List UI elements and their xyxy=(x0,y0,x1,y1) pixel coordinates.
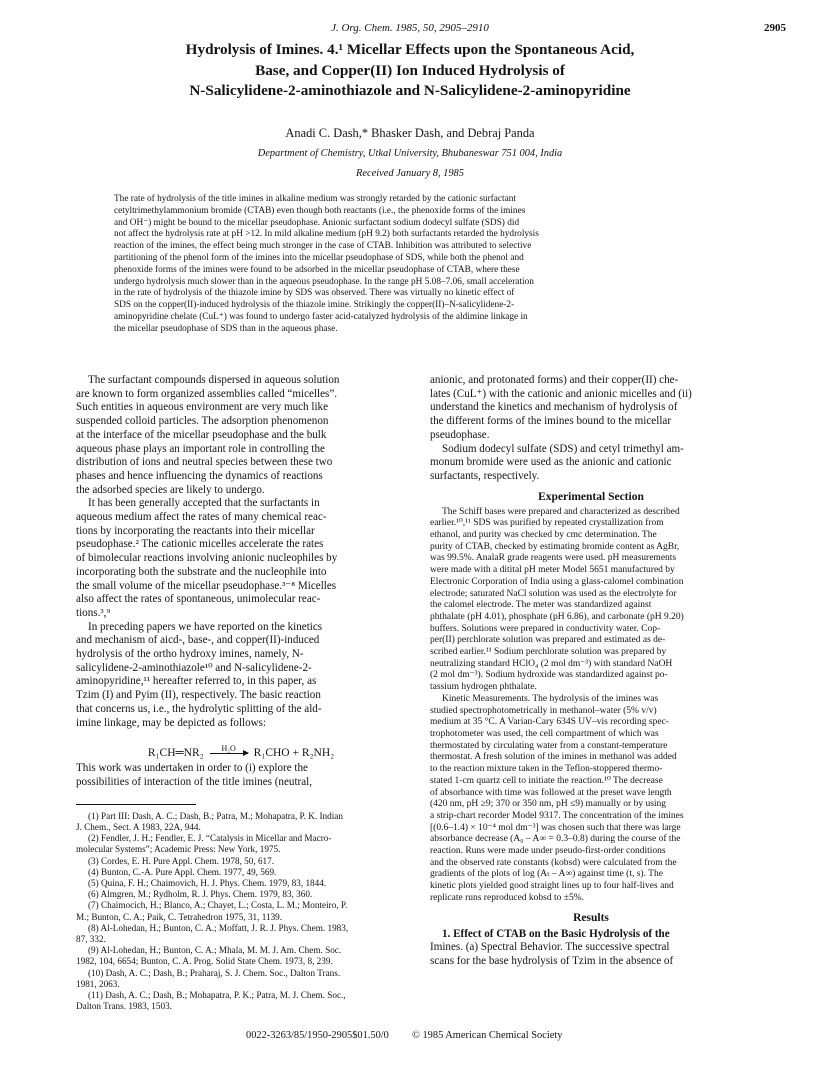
body-line: the adsorbed species are likely to undergo. xyxy=(76,483,265,496)
page-number: 2905 xyxy=(764,22,786,34)
footnote-line: (10) Dash, A. C.; Dash, B.; Praharaj, S. J. Chem. Soc., Dalton Trans. xyxy=(88,967,341,978)
experimental-text xyxy=(430,507,752,905)
footnote-line: (4) Bunton, C.-A. Pure Appl. Chem. 1977, 49, 569. xyxy=(88,866,277,877)
body-line: purity of CTAB, checked by estimating bromide content as AgBr, xyxy=(430,541,680,552)
body-line: are known to form organized assemblies called “micelles”. xyxy=(76,387,338,400)
body-line: the calomel electrode. The meter was standardized against xyxy=(430,600,652,611)
body-line: In preceding papers we have reported on the kinetics xyxy=(88,620,323,633)
footnote-line: (7) Chaimocich, H.; Blanco, A.; Chayet, L.; Costa, L. M.; Monteiro, P. xyxy=(88,900,348,911)
body-line: that concerns us, i.e., the hydrolytic splitting of the ald- xyxy=(76,702,322,715)
footnote-line: (9) Al-Lohedan, H.; Bunton, C. A.; Mhala, M. M. J. Am. Chem. Soc. xyxy=(88,945,342,956)
body-line: thermostat. A fresh solution of the imines in methanol was added xyxy=(430,752,677,763)
abstract-line: The rate of hydrolysis of the title imines in alkaline medium was strongly retarded by the cationic surfactant xyxy=(114,194,516,204)
body-line: ethanol, and purity was checked by cmc determination. The xyxy=(430,530,657,541)
body-line: was 99.5%. AnalaR grade reagents were used. pH measurements xyxy=(430,553,677,564)
body-line: scans for the base hydrolysis of Tzim in the absence of xyxy=(430,954,674,967)
body-line: and the observed rate constants (kobsd) were calculated from the xyxy=(430,857,677,868)
body-line: Tzim (I) and Pyim (II), respectively. The basic reaction xyxy=(76,689,321,702)
abstract xyxy=(114,194,724,336)
body-line: medium at 35 °C. A Varian-Cary 634S UV–vis recording spec- xyxy=(430,717,669,728)
footnote-line: 87, 332. xyxy=(76,933,106,944)
body-line: 1. Effect of CTAB on the Basic Hydrolysis of the xyxy=(442,927,670,940)
body-line: tions by incorporating the reactants into their micellar xyxy=(76,524,315,537)
author-list: Anadi C. Dash,* Bhasker Dash, and Debraj Panda xyxy=(285,126,535,140)
body-line: at the interface of the micellar pseudophase and the bulk xyxy=(76,428,327,441)
body-line: stated 1-cm quartz cell to initiate the reaction.¹⁰ The decrease xyxy=(430,775,663,786)
body-line: anionic, and protonated forms) and their copper(II) che- xyxy=(430,374,679,386)
body-line: and mechanism of aicd-, base-, and copper(II)-induced xyxy=(76,634,320,647)
body-line: thermostated by circulating water from a constant-temperature xyxy=(430,740,668,751)
footnote-line: 1981, 2063. xyxy=(76,978,120,989)
body-line: kinetic plots yielded good straight lines up to four half-lives and xyxy=(430,881,674,892)
footnote-line: (3) Cordes, E. H. Pure Appl. Chem. 1978, 50, 617. xyxy=(88,855,275,866)
footnote-line: Dalton Trans. 1983, 1503. xyxy=(76,1001,172,1012)
footnote-line: 1982, 104, 6654; Bunton, C. A. Prog. Solid State Chem. 1973, 8, 239. xyxy=(76,956,333,967)
body-line: a strip-chart recorder Model 9317. The concentration of the imines xyxy=(430,810,684,821)
footnote-line: (2) Fendler, J. H.; Fendler, E. J. “Catalysis in Micellar and Macro- xyxy=(88,833,332,844)
body-line: aminopyridine,¹¹ hereafter referred to, in this paper, as xyxy=(76,675,317,688)
footnote-line: (1) Part III: Dash, A. C.; Dash, B.; Patra, M.; Mohapatra, P. K. Indian xyxy=(88,810,343,821)
body-line: the small volume of the micellar pseudophase.³⁻⁸ Micelles xyxy=(76,579,337,592)
body-line: to the reaction mixture taken in the Teflon-stoppered thermo- xyxy=(430,764,663,775)
abstract-line: phenoxide forms of the imines were found to be adsorbed in the micellar pseudophase of CTAB, where these xyxy=(114,264,520,275)
body-line: tions.³,⁹ xyxy=(76,606,111,619)
body-line: trophotometer was used, the cell compartment of which was xyxy=(430,728,659,739)
body-line: scribed earlier.¹¹ Sodium perchlorate solution was prepared by xyxy=(430,647,667,658)
body-line: surfactants, respectively. xyxy=(430,469,540,482)
body-line: Kinetic Measurements. The hydrolysis of the imines was xyxy=(442,693,659,704)
body-line: It has been generally accepted that the surfactants in xyxy=(88,497,320,510)
affiliation: Department of Chemistry, Utkal University, Bhubaneswar 751 004, India xyxy=(257,148,563,159)
body-line: gradients of the plots of log (Aₜ – A∞) against time (t, s). The xyxy=(430,869,663,880)
body-line: distribution of ions and neutral species between these two xyxy=(76,456,333,469)
body-line: monum bromide were used as the anionic and cationic xyxy=(430,456,672,469)
equation-products: R₁CHO + R₂NH₂ xyxy=(253,747,335,760)
abstract-line: not affect the hydrolysis rate at pH >12. In mild alkaline medium (pH 9.2) both surfactants retarded the hydrolysis xyxy=(114,229,539,240)
introduction-text-right xyxy=(430,374,752,484)
body-line: the different forms of the imines bound to the micellar xyxy=(430,415,672,428)
abstract-line: cetyltrimethylammonium bromide (CTAB) even though both reactants (i.e., the phenoxide forms of the imines xyxy=(114,205,526,216)
body-line: imine linkage, may be depicted as follows: xyxy=(76,716,267,729)
left-column xyxy=(76,374,406,1012)
body-line: Sodium dodecyl sulfate (SDS) and cetyl trimethyl am- xyxy=(442,442,684,455)
footnote-line: M.; Bunton, C. A.; Paik, C. Tetrahedron 1975, 31, 1139. xyxy=(76,911,283,922)
title-line: Base, and Copper(II) Ion Induced Hydrolysis of xyxy=(255,61,565,79)
footnotes xyxy=(76,811,406,1013)
hydrolysis-equation xyxy=(76,735,406,759)
body-line: (420 nm, pH ≥9; 370 or 350 nm, pH ≤9) manually or by using xyxy=(430,799,667,810)
abstract-line: reaction of the imines, the effect being much stronger in the case of CTAB. Inhibition was attributed to selective xyxy=(114,241,532,252)
body-line: suspended colloid particles. The adsorption phenomenon xyxy=(76,415,329,428)
body-line: incorporating both the substrate and the nucleophile into xyxy=(76,565,327,578)
right-column xyxy=(430,374,752,969)
body-line: (2 mol dm⁻³). Sodium hydroxide was standardized against po- xyxy=(430,670,668,681)
equation-reactant: R₁CH═NR₂ xyxy=(147,747,204,760)
body-line: salicylidene-2-aminothiazole¹⁰ and N-salicylidene-2- xyxy=(76,661,312,674)
received-date: Received January 8, 1985 xyxy=(356,168,464,179)
body-line: understand the kinetics and mechanism of hydrolysis of xyxy=(430,401,678,414)
right-arrow-icon xyxy=(210,753,248,754)
footnote-line: (11) Dash, A. C.; Dash, B.; Mohapatra, P. K.; Patra, M. J. Chem. Soc., xyxy=(88,989,346,1000)
results-section-heading: Results xyxy=(573,911,609,924)
publication-code: 0022-3263/85/1950-2905$01.50/0 xyxy=(246,1030,389,1041)
body-line: electrode; saturated NaCl solution was used as the electrolyte for xyxy=(430,588,677,599)
body-line: phases and hence influencing the dynamics of reactions xyxy=(76,469,323,482)
body-line: neutralizing standard HClO₄ (2 mol dm⁻³) with standard NaOH xyxy=(430,658,673,669)
body-line: Electronic Corporation of India using a glass-calomel combination xyxy=(430,576,684,587)
body-line: Such entities in aqueous environment are very much like xyxy=(76,401,329,414)
footnote-line: J. Chem., Sect. A 1983, 22A, 944. xyxy=(76,821,201,832)
experimental-section-heading: Experimental Section xyxy=(538,490,644,503)
body-line: of absorbance with time was followed at the preset wave length xyxy=(430,787,672,798)
body-line: studied spectrophotometrically in methanol–water (5% v/v) xyxy=(430,705,657,716)
body-line: were made with a ditital pH meter Model 5651 manufactured by xyxy=(430,565,675,576)
title-line: N-Salicylidene-2-aminothiazole and N-Salicylidene-2-aminopyridine xyxy=(189,82,631,99)
results-text xyxy=(430,928,752,969)
body-line: per(II) perchlorate solution was prepared and estimated as de- xyxy=(430,635,666,646)
body-line: lates (CuL⁺) with the cationic and anionic micelles and (ii) xyxy=(430,387,692,400)
abstract-line: partitioning of the phenol form of the imines into the micellar pseudophase of SDS, while both the phenol and xyxy=(114,252,524,263)
body-line: aqueous phase plays an important role in controlling the xyxy=(76,442,325,455)
introduction-text xyxy=(76,374,406,730)
body-line: Imines. (a) Spectral Behavior. The successive spectral xyxy=(430,941,670,954)
abstract-line: SDS on the copper(II)-induced hydrolysis of the thiazole imine. Strikingly the copper(II)–N-salicylidene-2- xyxy=(114,300,515,311)
abstract-line: aminopyridine chelate (CuL⁺) was found to undergo faster acid-catalyzed hydrolysis of the aldimine linkage in xyxy=(114,311,528,322)
body-line: earlier.¹⁰,¹¹ SDS was purified by repeated crystallization from xyxy=(430,518,664,529)
body-line: possibilities of interaction of the title imines (neutral, xyxy=(76,775,312,788)
reaction-arrow xyxy=(210,745,248,759)
footnote-line: (5) Quina, F. H.; Chaimovich, H. J. Phys. Chem. 1979, 83, 1844. xyxy=(88,877,327,888)
body-line: hydrolysis of the ortho hydroxy imines, namely, N- xyxy=(76,648,304,661)
introduction-text-continued xyxy=(76,762,406,789)
body-line: replicate runs reproduced kobsd to ±5%. xyxy=(430,892,584,903)
body-line: The Schiff bases were prepared and characterized as described xyxy=(442,506,680,517)
abstract-line: in the rate of hydrolysis of the thiazole imine by SDS was observed. There was virtually no kinetic effect of xyxy=(114,288,515,299)
body-line: of bimolecular reactions involving anionic nucleophiles by xyxy=(76,552,338,565)
body-line: The surfactant compounds dispersed in aqueous solution xyxy=(88,374,340,386)
article-title xyxy=(90,40,730,102)
body-line: aqueous medium affect the rates of many chemical reac- xyxy=(76,511,327,524)
body-line: pseudophase. xyxy=(430,428,490,441)
abstract-line: undergo hydrolysis much slower than in the aqueous pseudophase. In the range pH 5.08–7.06, small acceleration xyxy=(114,276,534,287)
arrow-reagent: H₂O xyxy=(221,744,236,754)
body-line: [(0.6–1.4) × 10⁻⁴ mol dm⁻³] was chosen such that there was large xyxy=(430,822,681,833)
footnote-divider xyxy=(76,804,196,805)
abstract-line: and OH⁻) might be bound to the micellar pseudophase. Anionic surfactant sodium dodecyl sulfate (SDS) did xyxy=(114,217,520,228)
journal-citation-header: J. Org. Chem. 1985, 50, 2905–2910 xyxy=(331,22,489,34)
footnote-line: (6) Almgren, M.; Rydholm, R. J. Phys. Chem. 1979, 83, 360. xyxy=(88,889,313,900)
copyright-notice: © 1985 American Chemical Society xyxy=(412,1030,563,1041)
title-line: Hydrolysis of Imines. 4.¹ Micellar Effects upon the Spontaneous Acid, xyxy=(185,41,635,58)
body-line: phthalate (pH 4.01), phosphate (pH 6.86), and carbonate (pH 9.20) xyxy=(430,611,684,622)
body-line: This work was undertaken in order to (i) explore the xyxy=(76,762,308,775)
body-line: pseudophase.² The cationic micelles accelerate the rates xyxy=(76,538,324,551)
abstract-line: the micellar pseudophase of SDS than in the aqueous phase. xyxy=(114,323,338,334)
body-line: absorbance decrease (A₀ – A∞ = 0.3–0.8) during the course of the xyxy=(430,834,681,845)
body-line: reaction. Runs were made under pseudo-first-order conditions xyxy=(430,846,666,857)
body-line: also affect the rates of spontaneous, unimolecular reac- xyxy=(76,593,321,606)
footnote-line: (8) Al-Lohedan, H.; Bunton, C. A.; Moffatt, J. R. J. Phys. Chem. 1983, xyxy=(88,922,349,933)
body-line: tassium hydrogen phthalate. xyxy=(430,682,537,693)
footnote-line: molecular Systems”; Academic Press: New York, 1975. xyxy=(76,844,281,855)
body-line: buffers. Solutions were prepared in conductivity water. Cop- xyxy=(430,623,661,634)
